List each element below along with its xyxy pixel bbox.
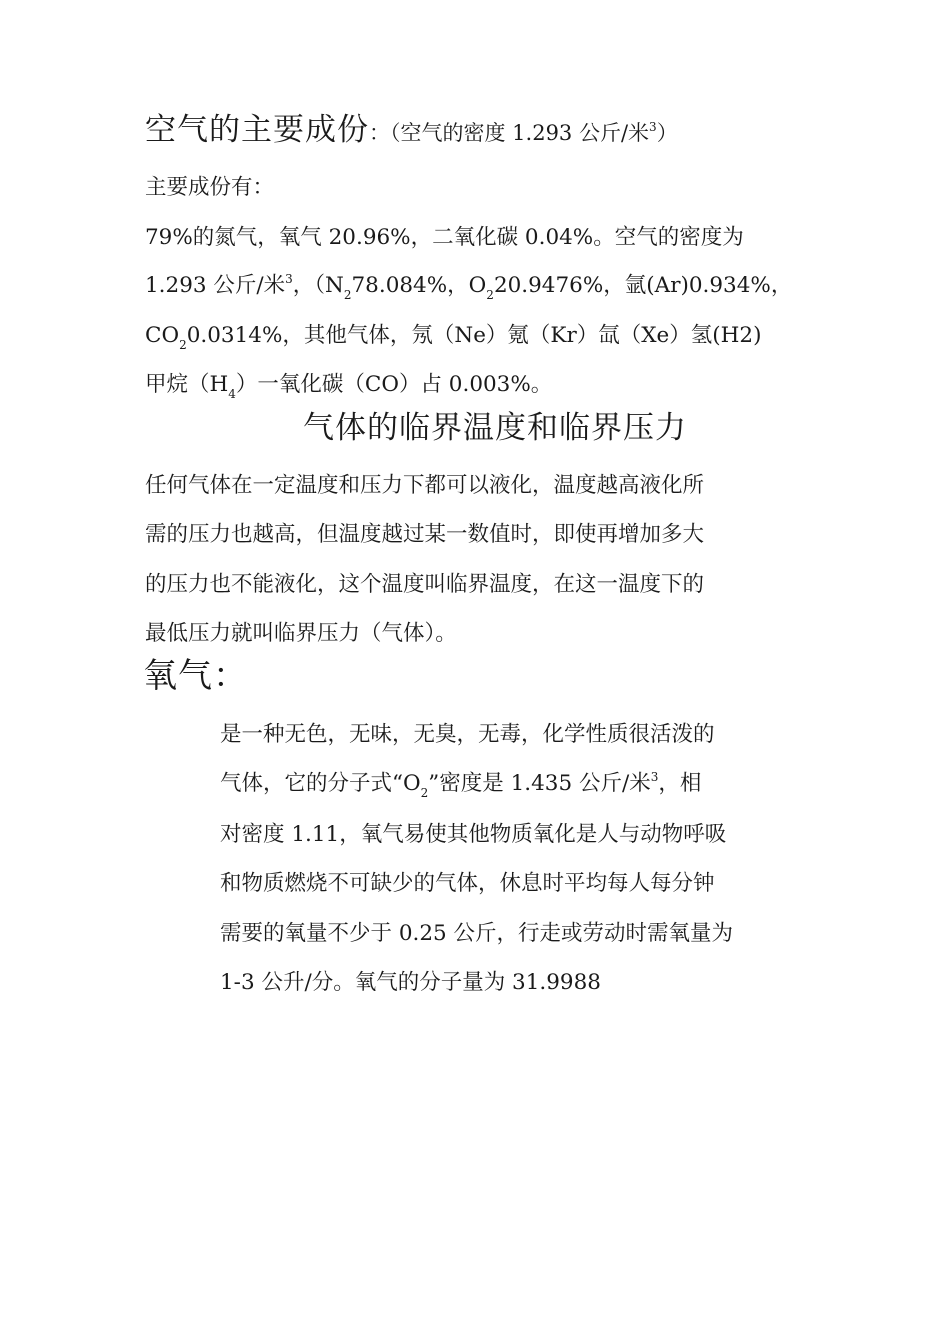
paragraph-line bbox=[220, 766, 701, 800]
superscript: 3 bbox=[649, 120, 657, 134]
paragraph-line: 需要的氧量不少于 0.25 公斤，行走或劳动时需氧量为 bbox=[220, 921, 734, 946]
paragraph-line: 1-3 公升/分。氧气的分子量为 31.9988 bbox=[220, 970, 601, 995]
text-run: ”密度是 1.435 公斤/米 bbox=[428, 771, 651, 796]
oxygen-heading: 氧气： bbox=[143, 656, 248, 696]
subscript: 2 bbox=[179, 338, 187, 352]
title-main: 空气的主要成份 bbox=[145, 112, 369, 148]
subscript: 4 bbox=[228, 387, 236, 401]
title-colon: ： bbox=[369, 121, 390, 145]
paragraph-line: 是一种无色，无味，无臭，无毒，化学性质很活泼的 bbox=[220, 722, 715, 747]
text-run: CO bbox=[145, 323, 180, 348]
paragraph-line bbox=[145, 268, 792, 302]
air-composition-title bbox=[145, 104, 678, 149]
superscript: 3 bbox=[650, 770, 659, 784]
paragraph-line: 和物质燃烧不可缺少的气体，休息时平均每人每分钟 bbox=[220, 871, 715, 896]
title-note: （空气的密度 1.293 公斤/米 bbox=[390, 121, 650, 145]
paragraph-line: 任何气体在一定温度和压力下都可以液化，温度越高液化所 bbox=[145, 473, 705, 498]
text-run: 78.084%，O bbox=[351, 273, 487, 298]
intro-line: 主要成份有： bbox=[145, 175, 275, 200]
paragraph-line bbox=[145, 367, 552, 401]
text-run: 0.0314%，其他气体，氖（Ne）氪（Kr）氙（Xe）氢(H2) bbox=[186, 323, 762, 348]
subscript: 2 bbox=[343, 288, 352, 302]
text-run: 气体，它的分子式“O bbox=[220, 771, 421, 796]
text-run: 1.293 公斤/米 bbox=[145, 273, 286, 298]
paragraph-line: 最低压力就叫临界压力（气体）。 bbox=[145, 621, 457, 646]
title-note-close: ） bbox=[656, 121, 678, 145]
paragraph-line bbox=[145, 318, 762, 352]
superscript: 3 bbox=[285, 272, 293, 286]
paragraph-line: 的压力也不能液化，这个温度叫临界温度，在这一温度下的 bbox=[145, 572, 705, 597]
text-run: ）一氧化碳（CO）占 0.003%。 bbox=[235, 372, 553, 397]
text-run: ，相 bbox=[658, 771, 702, 796]
critical-temperature-heading: 气体的临界温度和临界压力 bbox=[303, 410, 687, 446]
paragraph-line: 需的压力也越高，但温度越过某一数值时，即使再增加多大 bbox=[145, 522, 705, 547]
subscript: 2 bbox=[420, 786, 429, 800]
paragraph-line: 对密度 1.11，氧气易使其他物质氧化是人与动物呼吸 bbox=[220, 822, 727, 847]
text-run: 甲烷（H bbox=[145, 372, 229, 397]
text-run: 20.9476%，氩(Ar)0.934%， bbox=[493, 273, 793, 298]
text-run: ，（N bbox=[292, 273, 344, 298]
subscript: 2 bbox=[486, 288, 494, 302]
paragraph-line: 79%的氮气，氧气 20.96%，二氧化碳 0.04%。空气的密度为 bbox=[145, 225, 744, 250]
